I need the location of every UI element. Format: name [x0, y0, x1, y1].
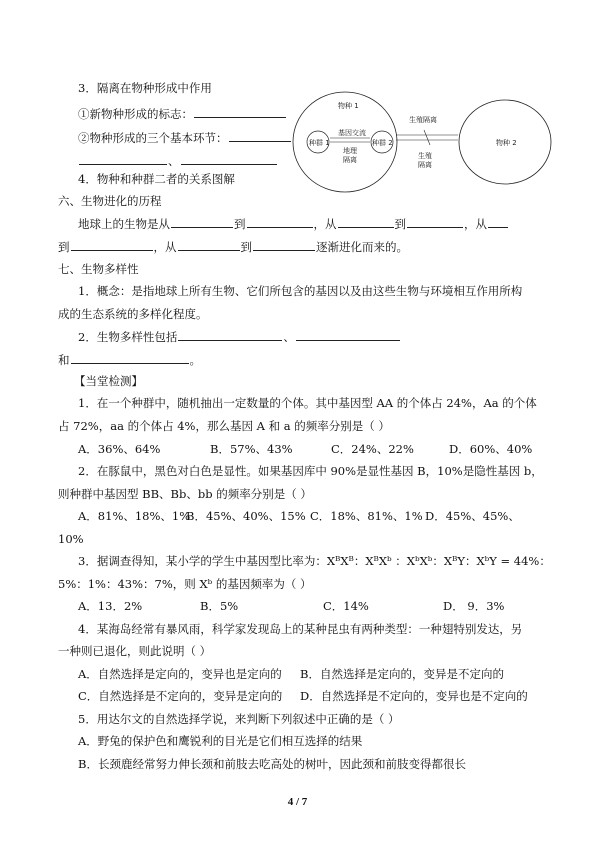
q4-opt-a[interactable]: A．自然选择是定向的，变异也是定向的: [78, 667, 282, 681]
blank[interactable]: [488, 216, 508, 228]
species2-label: 物种 2: [496, 139, 517, 147]
q1-line2: 占 72%，aa 的个体占 4%，那么基因 A 和 a 的频率分别是（ ）: [58, 419, 390, 433]
text: 2．生物多样性包括: [78, 330, 178, 344]
sec6-heading: 六、生物进化的历程: [58, 194, 162, 208]
q3-line2: 5%：1%：43%：7%，则 Xᵇ 的基因频率为（ ）: [58, 577, 312, 591]
q5-opt-b[interactable]: B．长颈鹿经常努力伸长颈和前肢去吃高处的树叶，因此颈和前肢变得都很长: [78, 757, 466, 771]
repro-iso-label: 生殖隔离: [409, 116, 437, 124]
q2-opt-d-tail: 10%: [58, 532, 84, 546]
blank[interactable]: [253, 239, 315, 251]
text: ，从: [313, 217, 337, 231]
blank[interactable]: [296, 329, 400, 341]
blank[interactable]: [71, 352, 189, 364]
isolation-label: 隔离: [343, 156, 357, 164]
q3-line1: 3．据调查得知，某小学的学生中基因型比率为：XᴮXᴮ：XᴮXᵇ ：XᵇXᵇ：XᴮY：XᵇY = 44%：: [78, 554, 551, 568]
q1-opt-a[interactable]: A．36%、64%: [78, 442, 161, 456]
q1-opt-c[interactable]: C．24%、22%: [331, 442, 414, 456]
blank[interactable]: [71, 239, 153, 251]
q4-opt-c[interactable]: C．自然选择是不定向的，变异是定向的: [78, 689, 283, 703]
sec7-concept-1: 1．概念：是指地球上所有生物、它们所包含的基因以及由这些生物与环境相互作用所构: [78, 284, 523, 298]
sep: 、: [168, 154, 180, 168]
q3-opt-c[interactable]: C．14%: [323, 599, 369, 613]
q2-opt-b[interactable]: B．45%、40%、15%: [186, 509, 306, 523]
blank[interactable]: [338, 216, 394, 228]
blank[interactable]: [171, 216, 233, 228]
page-number: 4 / 7: [287, 796, 308, 808]
q1-line1: 1．在一个种群中，随机抽出一定数量的个体。其中基因型 AA 的个体占 24%，Aa 的个体: [78, 396, 537, 410]
q1-opt-d[interactable]: D．60%、40%: [449, 442, 533, 456]
blank[interactable]: [247, 216, 313, 228]
sec3-item4: 4．物种和种群二者的关系图解: [78, 172, 235, 186]
blank[interactable]: [194, 106, 286, 118]
text: ，从: [464, 217, 487, 231]
q2-opt-c[interactable]: C．18%、81%、1%: [310, 509, 423, 523]
sec3-item2-label: ②物种形成的三个基本环节：: [78, 131, 228, 145]
sec7-concept-2: 成的生态系统的多样化程度。: [58, 307, 208, 321]
text: 到: [240, 240, 252, 254]
text: 到: [58, 240, 70, 254]
q4-opt-b[interactable]: B．自然选择是定向的，变异是不定向的: [300, 667, 504, 681]
sec7-heading: 七、生物多样性: [58, 262, 139, 276]
sec7-and: [58, 352, 201, 367]
sec3-item1-label: ①新物种形成的标志：: [78, 107, 193, 121]
text: 和: [58, 353, 70, 367]
sec3-item2: [78, 130, 292, 145]
sec7-incl: [78, 329, 401, 344]
blank[interactable]: [79, 153, 167, 165]
text: ，从: [153, 240, 177, 254]
species-population-diagram: [290, 90, 555, 195]
blank[interactable]: [178, 329, 282, 341]
sep: 、: [283, 330, 295, 344]
blank[interactable]: [178, 239, 240, 251]
q1-opt-b[interactable]: B．57%、43%: [210, 442, 293, 456]
q4-line2: 一种则已退化，则此说明（ ）: [58, 644, 212, 658]
text: 。: [189, 353, 201, 367]
cross-mark: [424, 130, 430, 145]
q3-opt-a[interactable]: A．13．2%: [78, 599, 143, 613]
sec3-title: 3．隔离在物种形成中作用: [78, 81, 212, 95]
q3-opt-b[interactable]: B．5%: [200, 599, 239, 613]
q2-line1: 2．在豚鼠中，黑色对白色是显性。如果基因库中 90%是显性基因 B，10%是隐性基因 b，: [78, 464, 543, 478]
text: 地球上的生物是从: [78, 217, 170, 231]
text: 逐渐进化而来的。: [316, 240, 408, 254]
species1-label: 物种 1: [338, 102, 359, 110]
sec3-item1: [78, 106, 287, 121]
q2-opt-a[interactable]: A．81%、18%、1%: [78, 509, 191, 523]
q5-opt-a[interactable]: A．野兔的保护色和鹰锐利的目光是它们相互选择的结果: [78, 734, 363, 748]
gene-flow-label: 基因交流: [338, 129, 366, 137]
q4-line1: 4．某海岛经常有暴风雨，科学家发现岛上的某种昆虫有两种类型：一种翅特别发达，另: [78, 622, 523, 636]
sec6-line1: [78, 216, 509, 231]
q2-opt-d[interactable]: D．45%、45%、: [425, 509, 520, 523]
blank[interactable]: [229, 130, 291, 142]
text: 到: [234, 217, 246, 231]
arrow-label-1: 生殖: [418, 152, 432, 160]
sec6-line2: [58, 239, 408, 254]
q2-line2: 则种群中基因型 BB、Bb、bb 的频率分别是（ ）: [58, 487, 312, 501]
q4-opt-d[interactable]: D．自然选择是不定向的，变异也是不定向的: [300, 689, 528, 703]
blank[interactable]: [407, 216, 463, 228]
blank[interactable]: [181, 153, 277, 165]
sec3-item3: [78, 153, 278, 168]
q3-opt-d[interactable]: D． 9．3%: [443, 599, 505, 613]
q5-line: 5．用达尔文的自然选择学说，来判断下列叙述中正确的是（ ）: [78, 712, 400, 726]
popA-label: 种群 1: [309, 139, 330, 147]
geo-label: 地理: [343, 147, 357, 155]
arrow-label-2: 隔离: [418, 161, 432, 169]
text: 到: [394, 217, 406, 231]
popB-label: 种群 2: [372, 139, 393, 147]
check-heading: 【当堂检测】: [74, 374, 143, 388]
